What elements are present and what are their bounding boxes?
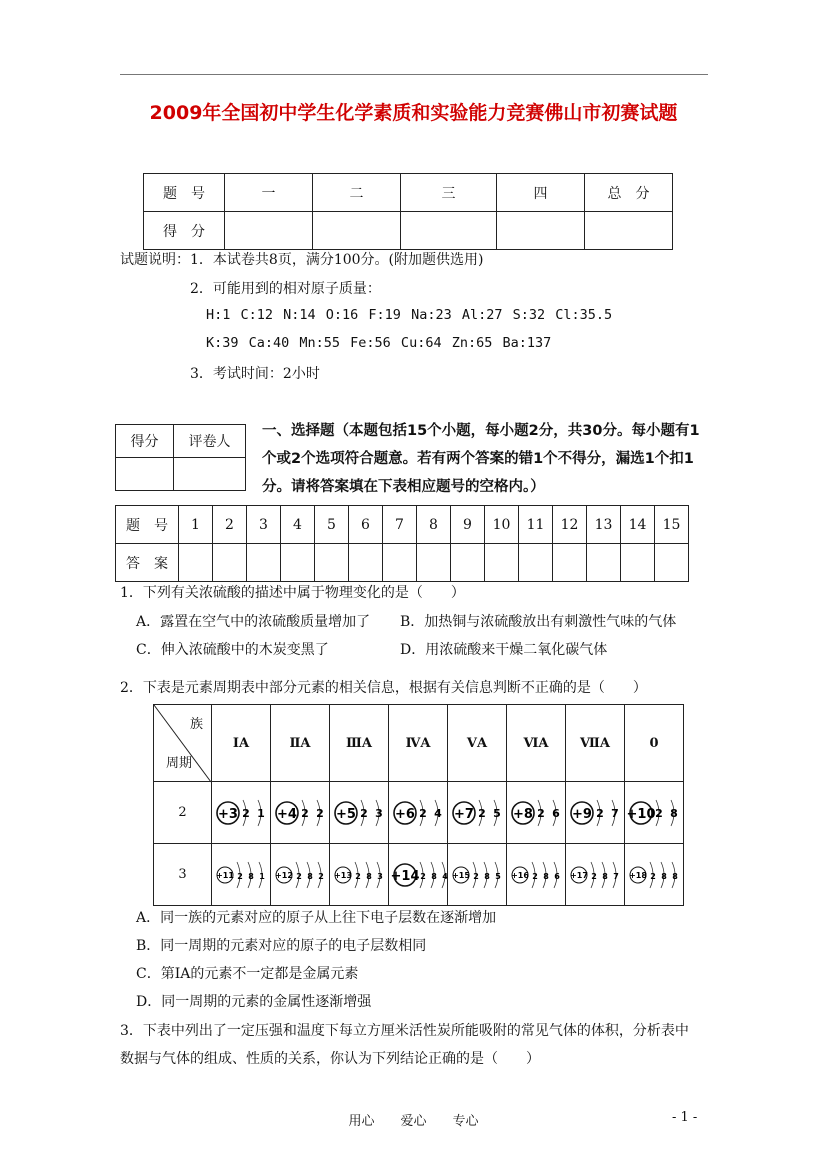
nucleus-charge: +11 <box>216 870 234 880</box>
electron-count: 2 <box>301 806 309 820</box>
electron-count: 2 <box>360 806 368 820</box>
electron-count: 2 <box>473 871 479 881</box>
answer-cell <box>315 544 349 582</box>
question-number: 13 <box>587 506 621 544</box>
electron-count: 2 <box>296 871 302 881</box>
score-cell <box>401 212 497 250</box>
group-header: 0 <box>625 705 684 782</box>
corner-group-label: 族 <box>189 717 203 732</box>
q1-option-d: D．用浓硫酸来干燥二氧化碳气体 <box>400 642 608 658</box>
electron-count: 8 <box>431 871 437 881</box>
electron-count: 4 <box>442 871 448 881</box>
nucleus-charge: +17 <box>570 870 588 880</box>
electron-count: 8 <box>484 871 490 881</box>
question-number: 4 <box>281 506 315 544</box>
score-cell <box>497 212 585 250</box>
question-number: 6 <box>349 506 383 544</box>
atom-structure-diagram <box>450 855 504 895</box>
electron-count: 6 <box>552 806 560 820</box>
nucleus-charge: +18 <box>629 870 647 880</box>
answer-row-label: 题 号 <box>116 506 179 544</box>
atom-structure-diagram <box>509 855 563 895</box>
element-cell <box>271 844 330 906</box>
answer-table <box>115 505 689 582</box>
nucleus-charge: +6 <box>395 806 415 822</box>
section-1-heading: 一、选择题（本题包括15个小题，每小题2分，共30分。每小题有1个或2个选项符合题意。若有两个答案的错1个不得分，漏选1个扣1分。请将答案填在下表相应题号的空格内。） <box>262 423 700 495</box>
score-cell <box>313 212 401 250</box>
electron-count: 5 <box>493 806 501 820</box>
atom-structure-diagram <box>627 793 681 833</box>
score-header-cell: 二 <box>313 174 401 212</box>
atom-structure-diagram <box>273 855 327 895</box>
atom-structure-diagram <box>568 793 622 833</box>
nucleus-charge: +15 <box>452 870 470 880</box>
electron-count: 6 <box>554 871 560 881</box>
grader-score-label: 得分 <box>116 425 174 458</box>
electron-count: 4 <box>434 806 442 820</box>
atom-structure-diagram <box>332 793 386 833</box>
answer-cell <box>417 544 451 582</box>
nucleus-charge: +8 <box>513 806 533 822</box>
period-label: 3 <box>154 844 212 906</box>
score-header-cell: 一 <box>225 174 313 212</box>
q1-option-b: B．加热铜与浓硫酸放出有刺激性气味的气体 <box>400 614 677 630</box>
score-header-cell: 总 分 <box>585 174 673 212</box>
group-header: ⅢA <box>330 705 389 782</box>
q2-option-b: B．同一周期的元素对应的原子的电子层数相同 <box>136 938 427 954</box>
atom-structure-diagram <box>509 793 563 833</box>
electron-count: 2 <box>318 871 324 881</box>
atom-structure-diagram <box>214 855 268 895</box>
electron-count: 2 <box>596 806 604 820</box>
instruction-line-1: 试题说明：1．本试卷共8页，满分100分。(附加题供选用) <box>120 252 484 268</box>
nucleus-charge: +13 <box>334 870 352 880</box>
header-rule <box>120 74 708 75</box>
question-number: 8 <box>417 506 451 544</box>
electron-count: 2 <box>650 871 656 881</box>
answer-cell <box>383 544 417 582</box>
atom-structure-diagram <box>568 855 622 895</box>
atomic-masses-1: H:1 C:12 N:14 O:16 F:19 Na:23 Al:27 S:32 Cl:35.5 <box>206 307 613 323</box>
answer-cell <box>451 544 485 582</box>
electron-count: 8 <box>670 806 678 820</box>
element-cell <box>389 844 448 906</box>
answer-cell <box>349 544 383 582</box>
electron-count: 2 <box>591 871 597 881</box>
answer-cell <box>213 544 247 582</box>
question-number: 9 <box>451 506 485 544</box>
atom-structure-diagram <box>450 793 504 833</box>
q2-option-d: D．同一周期的元素的金属性逐渐增强 <box>136 994 372 1010</box>
atom-structure-diagram <box>390 855 448 895</box>
score-header-cell: 三 <box>401 174 497 212</box>
electron-count: 2 <box>655 806 663 820</box>
electron-count: 8 <box>661 871 667 881</box>
corner-cell <box>154 705 212 782</box>
period-label: 2 <box>154 782 212 844</box>
nucleus-charge: +7 <box>454 806 474 822</box>
electron-count: 2 <box>242 806 250 820</box>
atom-structure-diagram <box>273 793 327 833</box>
electron-count: 1 <box>259 871 265 881</box>
q2-stem: 2．下表是元素周期表中部分元素的相关信息，根据有关信息判断不正确的是（ ） <box>120 680 647 696</box>
electron-count: 8 <box>307 871 313 881</box>
electron-count: 7 <box>611 806 619 820</box>
page-title: 2009年全国初中学生化学素质和实验能力竞赛佛山市初赛试题 <box>149 102 678 124</box>
q3-line-2: 数据与气体的组成、性质的关系，你认为下列结论正确的是（ ） <box>120 1051 540 1067</box>
page-number: - 1 - <box>672 1110 698 1125</box>
atom-structure-diagram <box>627 855 681 895</box>
electron-count: 7 <box>613 871 619 881</box>
question-number: 3 <box>247 506 281 544</box>
element-cell <box>271 782 330 844</box>
answer-cell <box>281 544 315 582</box>
electron-count: 2 <box>316 806 324 820</box>
grader-name-cell <box>174 458 246 491</box>
answer-cell <box>553 544 587 582</box>
nucleus-charge: +3 <box>218 806 238 822</box>
instruction-line-3: 3．考试时间：2小时 <box>190 366 320 382</box>
q3-line-1: 3．下表中列出了一定压强和温度下每立方厘米活性炭所能吸附的常见气体的体积，分析表中 <box>120 1023 689 1039</box>
group-header: ⅥA <box>507 705 566 782</box>
answer-cell <box>179 544 213 582</box>
score-cell <box>225 212 313 250</box>
question-number: 7 <box>383 506 417 544</box>
group-header: ⅣA <box>389 705 448 782</box>
answer-cell <box>587 544 621 582</box>
element-cell <box>507 844 566 906</box>
electron-count: 8 <box>543 871 549 881</box>
answer-row-label: 答 案 <box>116 544 179 582</box>
group-header: ⅡA <box>271 705 330 782</box>
element-cell <box>625 844 684 906</box>
answer-cell <box>621 544 655 582</box>
group-header: ⅠA <box>212 705 271 782</box>
answer-cell <box>485 544 519 582</box>
question-number: 10 <box>485 506 519 544</box>
score-row-label: 得 分 <box>144 212 225 250</box>
nucleus-charge: +4 <box>277 806 297 822</box>
corner-period-label: 周期 <box>166 756 193 771</box>
question-number: 5 <box>315 506 349 544</box>
atom-structure-diagram <box>214 793 268 833</box>
q1-option-a: A．露置在空气中的浓硫酸质量增加了 <box>136 614 371 630</box>
q2-option-a: A．同一族的元素对应的原子从上往下电子层数在逐渐增加 <box>136 910 497 926</box>
element-cell <box>448 782 507 844</box>
electron-count: 8 <box>672 871 678 881</box>
nucleus-charge: +12 <box>275 870 293 880</box>
nucleus-charge: +10 <box>626 806 656 822</box>
element-cell <box>566 782 625 844</box>
nucleus-charge: +14 <box>390 868 420 884</box>
nucleus-charge: +9 <box>572 806 592 822</box>
atomic-masses-2: K:39 Ca:40 Mn:55 Fe:56 Cu:64 Zn:65 Ba:137 <box>206 335 552 351</box>
electron-count: 2 <box>532 871 538 881</box>
group-header: ⅦA <box>566 705 625 782</box>
footer-motto: 用心 爱心 专心 <box>348 1114 479 1129</box>
periodic-table <box>153 704 684 906</box>
atom-structure-diagram <box>391 793 445 833</box>
answer-cell <box>655 544 689 582</box>
element-cell <box>625 782 684 844</box>
electron-count: 2 <box>478 806 486 820</box>
score-header-cell: 四 <box>497 174 585 212</box>
element-cell <box>330 844 389 906</box>
question-number: 15 <box>655 506 689 544</box>
electron-count: 3 <box>375 806 383 820</box>
grader-table <box>115 424 246 491</box>
q1-option-c: C．伸入浓硫酸中的木炭变黑了 <box>136 642 329 658</box>
element-cell <box>330 782 389 844</box>
answer-cell <box>247 544 281 582</box>
instruction-line-2: 2．可能用到的相对原子质量： <box>190 281 381 297</box>
element-cell <box>212 844 271 906</box>
answer-cell <box>519 544 553 582</box>
q2-option-c: C．第ⅠA的元素不一定都是金属元素 <box>136 966 359 982</box>
electron-count: 5 <box>495 871 501 881</box>
electron-count: 2 <box>355 871 361 881</box>
score-cell <box>585 212 673 250</box>
electron-count: 3 <box>377 871 383 881</box>
electron-count: 2 <box>420 871 426 881</box>
electron-count: 2 <box>237 871 243 881</box>
element-cell <box>507 782 566 844</box>
element-cell <box>566 844 625 906</box>
question-number: 11 <box>519 506 553 544</box>
grader-name-label: 评卷人 <box>174 425 246 458</box>
group-header: ⅤA <box>448 705 507 782</box>
electron-count: 8 <box>366 871 372 881</box>
question-number: 12 <box>553 506 587 544</box>
electron-count: 8 <box>602 871 608 881</box>
nucleus-charge: +16 <box>511 870 529 880</box>
electron-count: 8 <box>248 871 254 881</box>
nucleus-charge: +5 <box>336 806 356 822</box>
electron-count: 2 <box>537 806 545 820</box>
element-cell <box>448 844 507 906</box>
question-number: 14 <box>621 506 655 544</box>
grader-score-cell <box>116 458 174 491</box>
score-table <box>143 173 673 250</box>
electron-count: 1 <box>257 806 265 820</box>
element-cell <box>389 782 448 844</box>
atom-structure-diagram <box>332 855 386 895</box>
score-header-cell: 题 号 <box>144 174 225 212</box>
electron-count: 2 <box>419 806 427 820</box>
element-cell <box>212 782 271 844</box>
q1-stem: 1．下列有关浓硫酸的描述中属于物理变化的是（ ） <box>120 585 465 601</box>
question-number: 2 <box>213 506 247 544</box>
question-number: 1 <box>179 506 213 544</box>
